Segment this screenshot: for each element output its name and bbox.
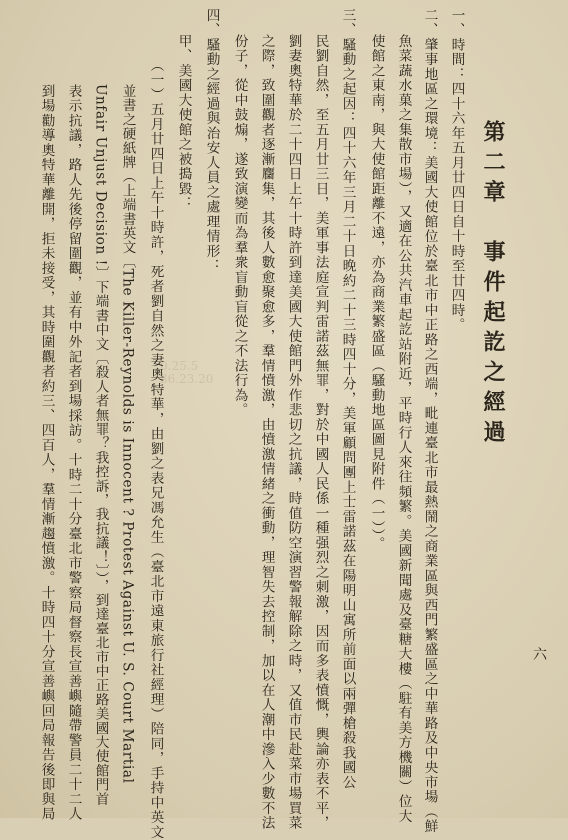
- text-line: 之際，致圍觀者逐漸麕集，其後人數愈聚愈多，羣情憤激，由憤激情緒之衝動，理智失去控制，加以在人潮中滲入少數不法: [258, 34, 275, 831]
- text-line: [120, 84, 134, 784]
- text-line: 二、肇事地區之環境：美國大使館位於臺北市中正路之西端，毗連臺北市最熱鬧之商業區與西門繁盛區之中華路及中央市場（鮮: [421, 8, 438, 834]
- text-line: 魚菜蔬水菓之集散市場），又適在公共汽車起訖站附近，平時行人來往頻繁。美國新聞處及臺糖大樓（駐有美方機關）位大: [395, 34, 412, 824]
- text-line: Unfair Unjust Decision !〕下端書中文〔殺人者無罪？我控訴，我抗議！〕），到達臺北市中正路美國大使館門首: [92, 84, 109, 807]
- text-line: 民劉自然，至五月廿三日，美軍事法庭宣判雷諾茲無罪，對於中國人民係一種强烈之刺激，因而多表憤慨，輿論亦表不平，: [312, 34, 329, 831]
- text-line: 到場勸導奧特華離開，拒未接受，其時圍觀者約三、四百人，羣情漸趨憤激。十時四十分宣善嶼回局報告後即與局: [38, 84, 55, 822]
- text-line: 甲、美國大使館之被搗毀：: [175, 34, 192, 211]
- line-segment: 並書之硬紙牌（上端書英文〔The Killer-Reynolds is Innocent ? Protest Against U. S. Court Martial: [119, 84, 136, 784]
- faint-watermark: [160, 360, 310, 420]
- watermark-line: 0.25.5: [160, 359, 199, 373]
- text-line: 三、騷動之起因：四十六年三月二十日晚約二十三時四十分，美軍顧問團上士雷諾茲在陽明山寓所前面以兩彈槍殺我國公: [339, 8, 356, 790]
- chapter-title: 第二章 事件起訖之經過: [480, 120, 506, 450]
- text-line: 份子，從中鼓煽，遂致演變而為羣衆盲動盲從之不法行為。: [231, 34, 248, 418]
- text-line: 四、騷動之經過與治安人員之處理情形：: [203, 8, 220, 274]
- text-line: 使館之東南，與大使館距離不遠，亦為商業繁盛區（騷動地區圖見附件（一））。: [368, 34, 385, 552]
- text-line: 一、時間：四十六年五月廿四日自十時至廿四時。: [448, 8, 465, 333]
- watermark-line: 36.23.20: [160, 372, 214, 387]
- text-line: 表示抗議，路人先後停留圍觀，並有中外記者到場採訪。十時二十分臺北市警察局督察長宣善嶼隨帶警員二十二人: [65, 84, 82, 822]
- text-line: 劉妻奧特華於二十四日上午十時許到達美國大使館門外作悲切之抗議，時值防空演習警報解除之時，又值市民赴菜市場買菜: [285, 34, 302, 831]
- text-line: （一）五月廿四日上午十時許，死者劉自然之妻奧特華，由劉之表兄馮允生（臺北市遠東旅行社經理）陪同，手持中英文: [147, 58, 164, 840]
- page-number: 六: [533, 647, 547, 663]
